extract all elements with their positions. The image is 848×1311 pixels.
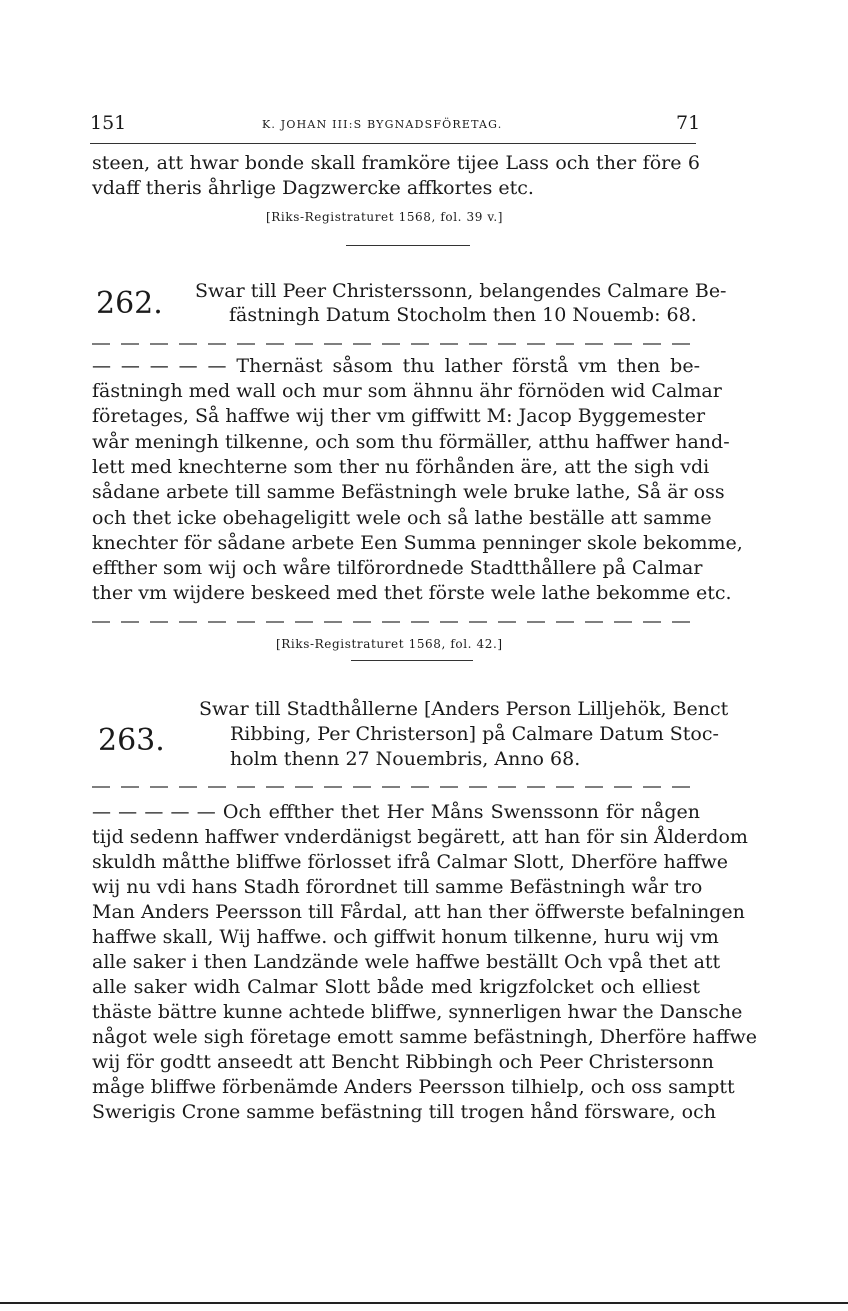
entry-262-body-line: fästningh med wall och mur som ähnnu ähr förnöden wid Calmar: [92, 380, 722, 402]
section-divider-1: [346, 245, 470, 246]
entry-263-body-line: — — — — — Och effther thet Her Måns Swenssonn för någen: [92, 801, 700, 823]
entry-number-262: 262.: [96, 286, 163, 321]
entry-262-heading-line-1: Swar till Peer Christerssonn, belangendes Calmare Be-: [195, 280, 727, 302]
entry-263-body-line: något wele sigh företage emott samme befästningh, Dherföre haffwe: [92, 1026, 757, 1048]
entry-263-body-line: måge bliffwe förbenämde Anders Peersson tilhielp, och oss samptt: [92, 1076, 735, 1098]
dash-separator-262-bottom: [92, 621, 700, 623]
entry-262-body-line: — — — — — Thernäst såsom thu lather förstå vm then be-: [92, 355, 700, 377]
entry-262-body-line: företages, Så haffwe wij ther vm giffwitt M: Jacop Byggemester: [92, 405, 706, 427]
entry-262-body-line: sådane arbete till samme Befästningh wele bruke lathe, Så är oss: [92, 481, 725, 503]
entry-263-body-line: wij för godtt anseedt att Bencht Ribbingh och Peer Christersonn: [92, 1051, 714, 1073]
section-divider-2: [351, 660, 473, 661]
entry-262-body-line: och thet icke obehageligitt wele och så lathe beställe att samme: [92, 507, 712, 529]
scan-edge: [0, 1302, 848, 1304]
entry-263-heading-line-2: Ribbing, Per Christerson] på Calmare Datum Stoc-: [230, 723, 719, 745]
entry-262-body-line: effther som wij och wåre tilförordnede Stadtthållere på Calmar: [92, 557, 703, 579]
intro-source: [Riks-Registraturet 1568, fol. 39 v.]: [266, 210, 504, 224]
entry-263-body-line: alle saker widh Calmar Slott både med krigzfolcket och elliest: [92, 976, 700, 998]
entry-263-body-line: wij nu vdi hans Stadh förordnet till samme Befästningh wår tro: [92, 876, 703, 898]
entry-263-body-line: tijd sedenn haffwer vnderdänigst begärett, att han för sin Ålderdom: [92, 826, 748, 848]
page-number-right: 71: [676, 112, 701, 134]
entry-263-body-line: Swerigis Crone samme befästning till trogen hånd försware, och: [92, 1101, 716, 1123]
entry-263-body-line: thäste bättre kunne achtede bliffwe, synnerligen hwar the Dansche: [92, 1001, 743, 1023]
entry-263-body-line: haffwe skall, Wij haffwe. och giffwit honum tilkenne, huru wij vm: [92, 926, 719, 948]
intro-line-2: vdaff theris åhrlige Dagzwercke affkortes etc.: [92, 177, 534, 199]
entry-262-body-line: knechter för sådane arbete Een Summa penninger skole bekomme,: [92, 532, 743, 554]
page-number-left: 151: [90, 112, 127, 134]
running-title: K. JOHAN III:S BYGNADSFÖRETAG.: [262, 118, 503, 131]
dash-separator-262-top: [92, 343, 700, 345]
entry-263-body-line: skuldh måtthe bliffwe förlosset ifrå Calmar Slott, Dherföre haffwe: [92, 851, 729, 873]
entry-263-body-line: alle saker i then Landzände wele haffwe beställt Och vpå thet att: [92, 951, 721, 973]
entry-263-heading-line-3: holm thenn 27 Nouembris, Anno 68.: [230, 748, 581, 770]
entry-262-heading-line-2: fästningh Datum Stocholm then 10 Nouemb: 68.: [229, 304, 697, 326]
entry-262-body-line: lett med knechterne som ther nu förhånden äre, att the sigh vdi: [92, 456, 710, 478]
entry-263-body-line: Man Anders Peersson till Fårdal, att han ther öffwerste befalningen: [92, 901, 745, 923]
entry-number-263: 263.: [98, 723, 165, 758]
entry-262-body-line: ther vm wijdere beskeed med thet förste wele lathe bekomme etc.: [92, 582, 732, 604]
dash-separator-263-top: [92, 786, 700, 788]
header-rule: [90, 143, 696, 144]
entry-262-source: [Riks-Registraturet 1568, fol. 42.]: [276, 637, 503, 651]
entry-262-body-line: wår meningh tilkenne, och som thu förmäller, atthu haffwer hand-: [92, 431, 730, 453]
intro-line-1: steen, att hwar bonde skall framköre tijee Lass och ther före 6: [92, 152, 700, 174]
entry-263-heading-line-1: Swar till Stadthållerne [Anders Person Lilljehök, Benct: [199, 698, 729, 720]
